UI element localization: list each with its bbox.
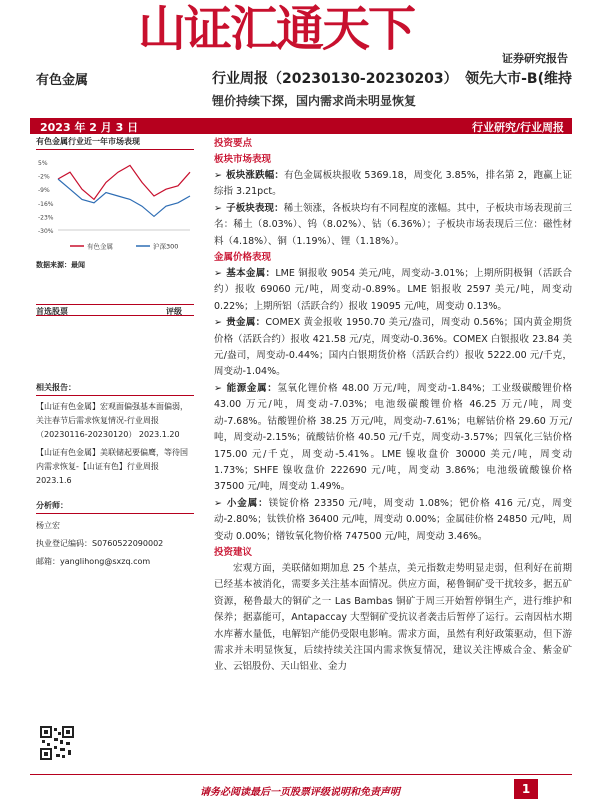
bullet-arrow-icon: ➢ [214,202,222,214]
report-date: 2023 年 2 月 3 日 [40,121,139,134]
main-content [214,136,572,676]
section-board-review: 板块市场表现 [214,154,272,165]
series-line-1 [58,179,190,216]
precious-metal-para: ➢ 贵金属：COMEX 黄金报收 1950.70 美元/盎司，周变动 0.56%；国内黄金期货价格（活跃合约）报收 421.58 元/克，周变动-0.36%。COMEX 白银报收 23.84 美元/盎司，周变动-0.44%；国内白银期货价格（活跃合约）报收 5222.00 元/千克，周变动-1.04%。 [214,317,572,378]
base-metal-para: ➢ 基本金属：LME 铜报收 9054 美元/吨，周变动-3.01%；上期所阴极铜（活跃合约）报收 69060 元/吨，周变动-0.89%。LME 铝报收 2597 美元/吨，周变动 0.22%；上期所铝（活跃合约）报收 19095 元/吨，周变动 0.13%。 [214,268,572,312]
section-metal-price: 金属价格表现 [214,252,272,264]
report-category: 行业研究/行业周报 [471,121,564,134]
stock-col-rating: 评级 [166,307,182,316]
analyst-license: 执业登记编码：S0760522090002 [36,539,164,548]
bullet-arrow-icon: ➢ [214,170,222,181]
suggestion-para: 宏观方面，美联储如期加息 25 个基点，美元指数走势明显走弱，但利好在前期已经基本被消化，需要多关注基本面情况。供应方面，秘鲁铜矿受干扰较多，据五矿资源，秘鲁最大的铜矿之一 Las Bambas 铜矿于周三开始暂停铜生产，进行维护和保养；据嘉能可，Antapaccay 大型铜矿受抗议者袭击后暂停了运行。云南因枯水期水库蓄水量低，电解铝产能仍受限电影响。需求方面，虽然有利好政策驱动，但下游需求并未明显恢复，后续持续关注国内需求恢复情况，建议关注博威合金、紫金矿业、云铝股份、天山铝业、金力 [214,562,572,673]
section-suggestion: 投资建议 [214,546,253,558]
footer-divider [30,774,572,775]
sector-name: 有色金属 [36,73,89,88]
y-tick-label: -9% [38,187,50,195]
related-report-1[interactable]: 【山证有色金属】宏观面偏强基本面偏弱，关注春节后需求恢复情况-行业周报（20230116-20230120） 2023.1.20 [36,402,188,439]
chart-title: 有色金属行业近一年市场表现 [36,136,194,150]
chart-source: 数据来源：最闻 [36,261,85,269]
brand-logo: 山证汇通天下 [138,1,415,57]
footer-disclaimer[interactable]: 请务必阅读最后一页股票评级说明和免责声明 [200,787,400,798]
board-rise-para: ➢ 板块涨跌幅：有色金属板块报收 5369.18，周变化 3.85%，排名第 2，跑赢上证综指 3.21pct。 [214,170,572,198]
analyst-name: 杨立宏 [36,521,60,530]
left-sidebar [36,136,194,568]
qr-code-icon [40,726,74,760]
title-row [36,66,572,88]
report-type-label: 证券研究报告 [502,52,568,64]
energy-metal-para: ➢ 能源金属：氢氧化锂价格 48.00 万元/吨，周变动-1.84%；工业级碳酸锂价格 43.00 万元/吨，周变动-7.03%；电池级碳酸锂价格 46.25 万元/吨，周变动-7.68%。钴酸锂价格 38.25 万元/吨，周变动-7.61%；电解钴价格 29.60 万元/吨，周变动-2.15%；硫酸钴价格 40.50 元/千克，周变动-3.57%；四氧化三钴价格 175.00 元/千克，周变动-5.41%。LME 镍收盘价 30000 美元/吨，周变动 1.73%；SHFE 镍收盘价 222690 元/吨，周变动 3.86%；电池级硫酸镍价格 37500 元/吨，周变动 1.49%。 [214,382,572,493]
stock-col-name: 首选股票 [36,307,68,316]
bullet-arrow-icon: ➢ [214,382,222,394]
minor-metal-para: ➢ 小金属：镁锭价格 23350 元/吨，周变动 1.08%；钯价格 416 元/克，周变动-2.80%；钛铁价格 36400 元/吨，周变动 0.00%；金属硅价格 24850 元/吨，周变动 0.00%；镨钕氧化物价格 747500 元/吨，周变动 3.46%。 [214,497,572,542]
analyst-title: 分析师： [36,500,194,514]
legend-label: 有色金属 [87,242,113,251]
y-tick-label: -30% [38,228,54,235]
sub-board-para: ➢ 子板块表现：稀土领涨，各板块均有不同程度的涨幅。其中，子板块市场表现前三名：稀土（8.03%）、钨（8.02%）、钴（6.36%）；子板块市场表现后三位：磁性材料（4.18%）、铜（1.19%）、锂（1.18%）。 [214,202,572,247]
bullet-arrow-icon: ➢ [214,317,222,329]
report-title: 行业周报（20230130-20230203） [212,71,458,87]
related-report-2[interactable]: 【山证有色金属】美联储起要偏鹰，等待国内需求恢复-【山证有色】行业周报 2023.1.6 [36,448,188,485]
y-tick-label: -2% [38,173,50,181]
y-tick-label: -16% [38,200,54,208]
page-number: 1 [514,779,538,799]
related-title: 相关报告： [36,382,194,396]
bullet-arrow-icon: ➢ [214,268,222,280]
stock-table-header [36,304,194,316]
report-subtitle: 锂价持续下探，国内需求尚未明显恢复 [212,94,417,108]
rating: 领先大市-B(维持 [465,71,572,87]
section-invest-points: 投资要点 [214,138,253,149]
series-line-0 [58,165,190,199]
chart-svg [36,156,194,256]
analyst-email[interactable]: 邮箱：yanglihong@sxzq.com [36,557,151,566]
header-banner [0,0,600,64]
y-tick-label: -23% [38,214,54,222]
y-tick-label: 5% [38,160,48,167]
bullet-arrow-icon: ➢ [214,497,222,509]
market-chart [36,156,194,256]
date-bar [30,118,572,134]
legend-label: 沪深300 [153,242,179,251]
